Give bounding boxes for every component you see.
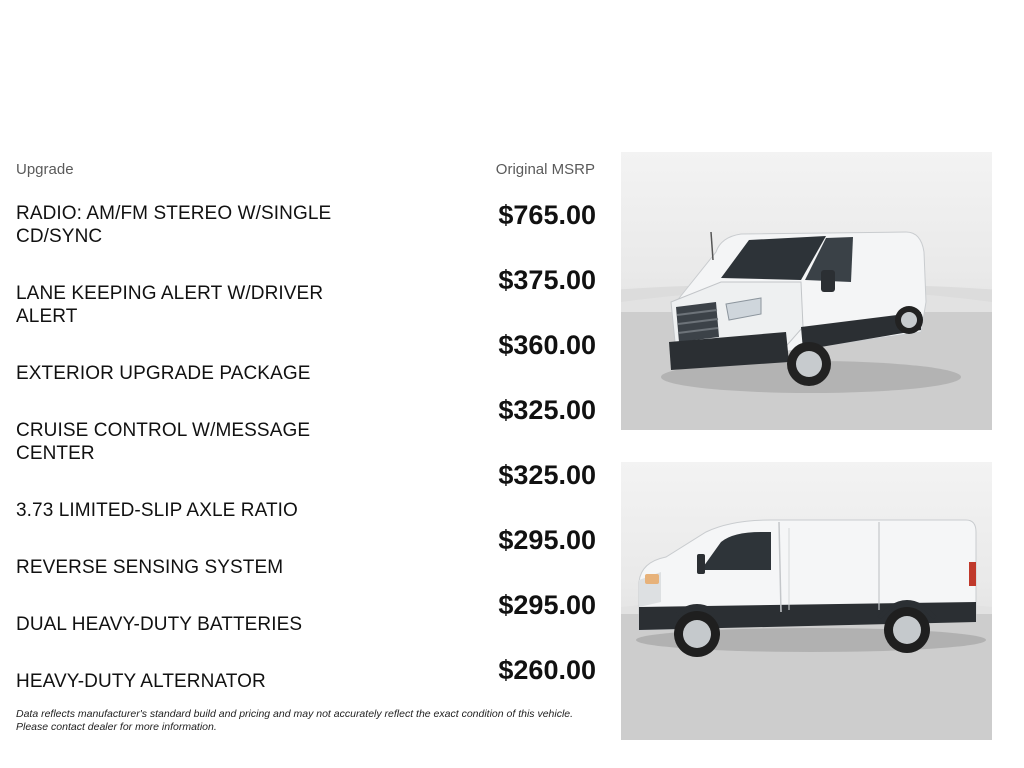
van-side-image <box>621 462 992 740</box>
upgrade-item: RADIO: AM/FM STEREO W/SINGLE CD/SYNC <box>16 203 332 247</box>
disclaimer-line: Please contact dealer for more information. <box>16 720 217 733</box>
upgrade-item: HEAVY-DUTY ALTERNATOR <box>16 671 266 692</box>
van-photo-side <box>621 462 992 740</box>
price-value: $295.00 <box>498 590 596 620</box>
price-value: $260.00 <box>498 655 596 685</box>
price-value: $325.00 <box>498 395 596 425</box>
price-value: $360.00 <box>498 330 596 360</box>
upgrade-item: REVERSE SENSING SYSTEM <box>16 557 284 578</box>
upgrade-item: 3.73 LIMITED-SLIP AXLE RATIO <box>16 500 298 521</box>
price-value: $765.00 <box>498 200 596 230</box>
upgrade-item: EXTERIOR UPGRADE PACKAGE <box>16 363 311 384</box>
price-value: $295.00 <box>498 525 596 555</box>
disclaimer <box>16 708 616 733</box>
van-photo-front <box>621 152 992 430</box>
price-value: $375.00 <box>498 265 596 295</box>
disclaimer-line: Data reflects manufacturer's standard build and pricing and may not accurately reflect the exact condition of this vehicle. <box>16 708 574 720</box>
upgrade-item: CRUISE CONTROL W/MESSAGE CENTER <box>16 420 311 464</box>
msrp-column-header: Original MSRP <box>495 161 595 178</box>
upgrade-item: LANE KEEPING ALERT W/DRIVER ALERT <box>16 283 324 327</box>
upgrade-column-header: Upgrade <box>16 161 74 178</box>
van-front-image <box>621 152 992 430</box>
upgrade-item: DUAL HEAVY-DUTY BATTERIES <box>16 614 303 635</box>
price-value: $325.00 <box>498 460 596 490</box>
